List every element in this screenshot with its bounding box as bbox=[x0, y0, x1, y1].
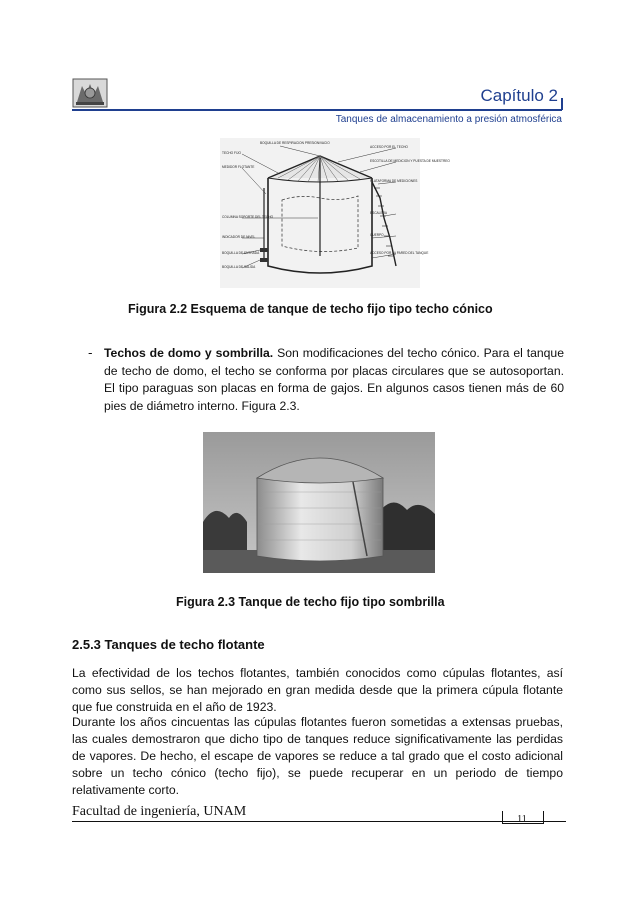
footer-rule bbox=[72, 821, 566, 822]
paragraph-2: Durante los años cincuentas las cúpulas flotantes fueron sometidas a extensas pruebas, las cuales demostraron que dicho tipo de tanques reduce significativamente las perdidas de vapores. De hecho, el escape de vapores se reduce a tal grado que el costo adicional sobre un techo cónico (techo fijo), se puede recuperar en un periodo de tiempo relativamente corto. bbox=[72, 715, 563, 797]
unam-seal-icon bbox=[72, 78, 108, 108]
diagram-label: BOQUILLA DE RESPIRACION PRESION/VACIO bbox=[260, 141, 330, 145]
bullet-dash: - bbox=[88, 345, 93, 360]
bullet-paragraph bbox=[104, 345, 564, 415]
diagram-label: ACCESO POR LA PARED DEL TANQUE bbox=[370, 251, 429, 255]
chapter-subtitle: Tanques de almacenamiento a presión atmosférica bbox=[335, 114, 562, 125]
diagram-label: ACCESO POR EL TECHO bbox=[370, 145, 408, 149]
diagram-label: ESCOTILLA DE MEDICION Y PUESTA DE MUESTREO bbox=[370, 159, 450, 163]
diagram-label: COLUMNA SOPORTE DEL TECHO bbox=[222, 215, 274, 219]
page-number: 11 bbox=[517, 814, 527, 825]
diagram-label: MEDIDOR FLOTANTE bbox=[222, 165, 255, 169]
figure-cone-roof-tank-diagram bbox=[220, 138, 450, 288]
bullet-body: Son modificaciones del techo cónico. Para el tanque de techo de domo, el techo se conforma por placas circulares que se autosoportan. El tipo paraguas son placas en forma de gajos. En algunos casos tienen más de 60 pies de diámetro interno. Figura 2.3. bbox=[104, 346, 564, 413]
diagram-label: BOQUILLA DE SALIDA bbox=[222, 265, 256, 269]
header-bracket bbox=[561, 98, 563, 110]
figure-umbrella-roof-tank-photo bbox=[203, 432, 435, 573]
diagram-label: ESCALERA bbox=[370, 211, 388, 215]
footer-institution: Facultad de ingeniería, UNAM bbox=[72, 804, 247, 819]
diagram-label: PLATAFORMA DE MEDICIONES bbox=[370, 179, 418, 183]
bullet-term: Techos de domo y sombrilla. bbox=[104, 346, 274, 360]
section-heading: 2.5.3 Tanques de techo flotante bbox=[72, 637, 265, 652]
figure-caption-2-3: Figura 2.3 Tanque de techo fijo tipo sombrilla bbox=[176, 595, 445, 609]
figure-caption-2-2: Figura 2.2 Esquema de tanque de techo fijo tipo techo cónico bbox=[128, 302, 493, 316]
diagram-label: INDICADOR DE NIVEL bbox=[222, 235, 256, 239]
chapter-title: Capítulo 2 bbox=[480, 86, 558, 105]
diagram-label: BOQUILLA DE ENTRADA bbox=[222, 251, 260, 255]
paragraph-1: La efectividad de los techos flotantes, también conocidos como cúpulas flotantes, así como sus sellos, se han mejorado en gran medida desde que la primera cúpula flotante que fue construida en el año de 1923. bbox=[72, 666, 563, 714]
header-rule bbox=[72, 109, 562, 111]
diagram-label: CUERPO bbox=[370, 233, 384, 237]
diagram-label: TECHO FIJO bbox=[222, 151, 241, 155]
